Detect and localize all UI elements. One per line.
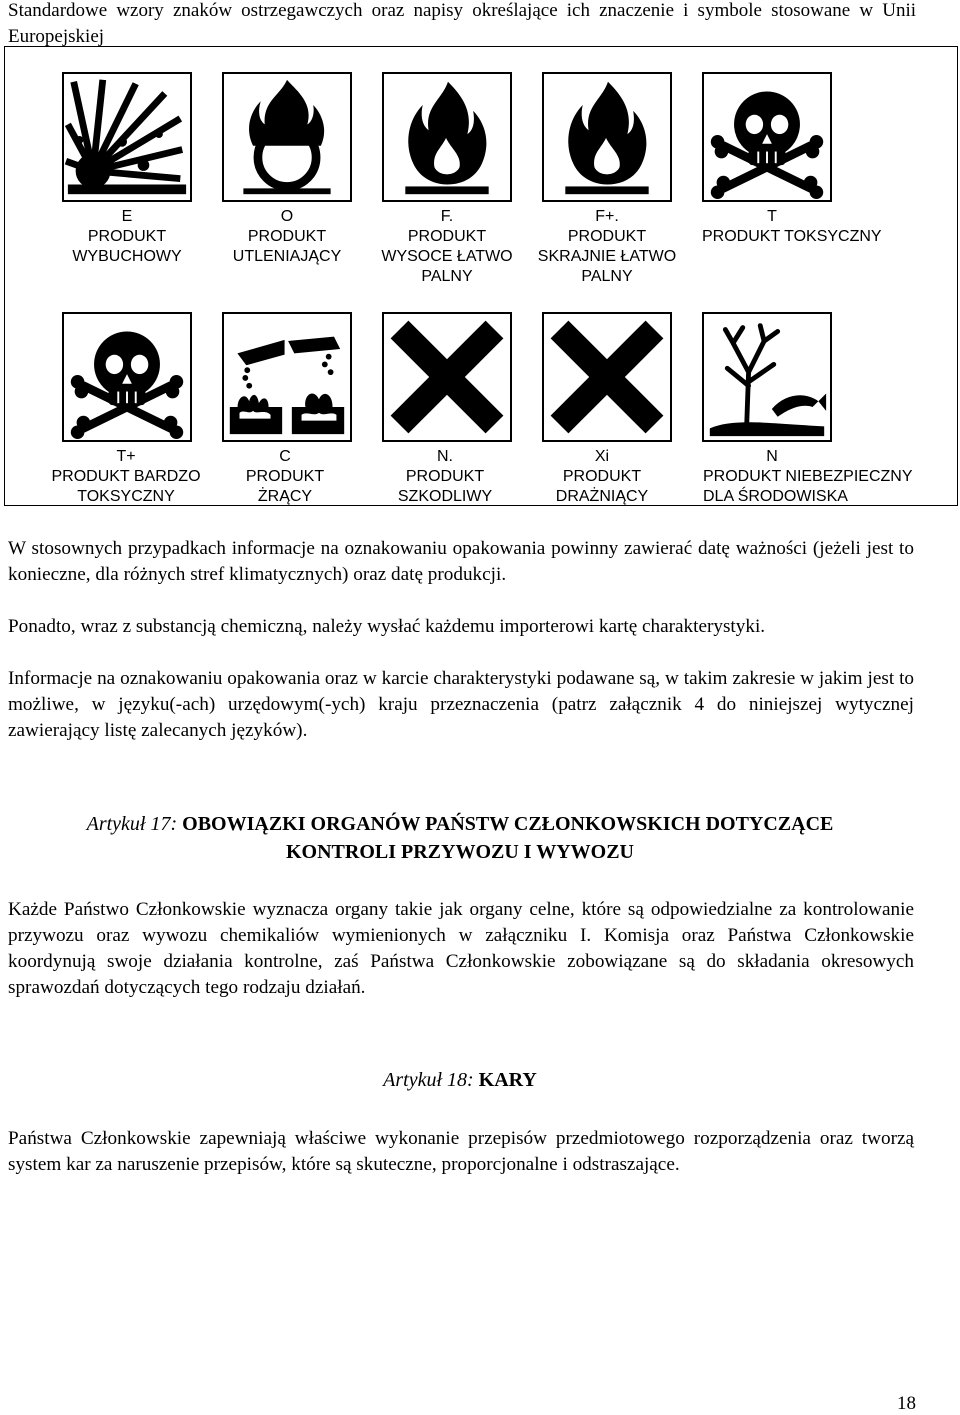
cross-icon bbox=[542, 312, 672, 442]
page-number: 18 bbox=[897, 1393, 916, 1414]
symbol-caption: T PRODUKT TOKSYCZNY bbox=[702, 208, 882, 245]
skull-crossbones-icon bbox=[62, 312, 192, 442]
paragraph: W stosownych przypadkach informacje na oznakowaniu opakowania powinny zawierać datę ważności (jeżeli jest to konieczne, dla różnych stref klimatycznych) oraz datę produkcji. bbox=[8, 538, 914, 585]
symbol-caption: N. PRODUKT SZKODLIWY bbox=[397, 448, 493, 505]
article-17-label: Artykuł 17: bbox=[86, 813, 183, 835]
symbol-caption: F+. PRODUKT SKRAJNIE ŁATWO PALNY bbox=[537, 208, 677, 285]
paragraph: Ponadto, wraz z substancją chemiczną, należy wysłać każdemu importerowi kartę charakterystyki. bbox=[8, 616, 766, 637]
symbol-caption: O PRODUKT UTLENIAJĄCY bbox=[232, 208, 342, 265]
symbol-caption: F. PRODUKT WYSOCE ŁATWO PALNY bbox=[381, 208, 513, 285]
dead-tree-fish-icon bbox=[702, 312, 832, 442]
intro-text: Standardowe wzory znaków ostrzegawczych oraz napisy określające ich znaczenie i symbole stosowane w Unii Europejskiej bbox=[8, 0, 916, 47]
skull-crossbones-icon bbox=[702, 72, 832, 202]
symbol-caption: E PRODUKT WYBUCHOWY bbox=[72, 208, 182, 265]
corrosive-icon bbox=[222, 312, 352, 442]
article-18-heading bbox=[0, 1066, 920, 1094]
article-17-body: Każde Państwo Członkowskie wyznacza organy takie jak organy celne, które są odpowiedzialne za kontrolowanie przywozu oraz wywozu chemikaliów wymienionych w załączniku I. Komisja oraz Państwa Członkowskie koordynują swoje działania kontrolne, zaś Państwa Członkowskie zobowiązane są do składania okresowych sprawozdań dotyczących tego rodzaju działań. bbox=[8, 899, 914, 998]
article-17-title-line1: OBOWIĄZKI ORGANÓW PAŃSTW CZŁONKOWSKICH DOTYCZĄCE bbox=[182, 813, 834, 835]
paragraph: Informacje na oznakowaniu opakowania oraz w karcie charakterystyki podawane są, w takim zakresie w jakim jest to możliwe, w języku(-ach) urzędowym(-ych) kraju przeznaczenia (patrz załącznik 4 do niniejszej wytycznej zawierający listę zalecanych języków). bbox=[8, 668, 914, 741]
article-18-label: Artykuł 18: bbox=[383, 1069, 479, 1091]
article-18-title: KARY bbox=[478, 1069, 537, 1091]
hazard-symbols-table bbox=[4, 46, 958, 506]
article-17-heading-line2 bbox=[0, 838, 920, 866]
article-17-title-line2: KONTROLI PRZYWOZU I WYWOZU bbox=[285, 841, 634, 863]
cross-icon bbox=[382, 312, 512, 442]
symbol-caption: T+ PRODUKT BARDZO TOKSYCZNY bbox=[51, 448, 201, 505]
flame-icon bbox=[542, 72, 672, 202]
article-18-body: Państwa Członkowskie zapewniają właściwe wykonanie przepisów przedmiotowego rozporządzenia oraz tworzą system kar za naruszenie przepisów, które są skuteczne, proporcjonalne i odstraszające. bbox=[8, 1128, 914, 1175]
flame-icon bbox=[382, 72, 512, 202]
symbol-caption: PRODUKT NIEBEZPIECZNY DLA ŚRODOWISKA bbox=[703, 468, 913, 505]
oxidizing-icon bbox=[222, 72, 352, 202]
article-17-heading bbox=[0, 810, 920, 838]
symbol-caption: N bbox=[766, 448, 778, 465]
symbol-caption: C PRODUKT ŻRĄCY bbox=[245, 448, 325, 505]
explosive-icon bbox=[62, 72, 192, 202]
symbol-caption: Xi PRODUKT DRAŻNIĄCY bbox=[555, 448, 649, 505]
